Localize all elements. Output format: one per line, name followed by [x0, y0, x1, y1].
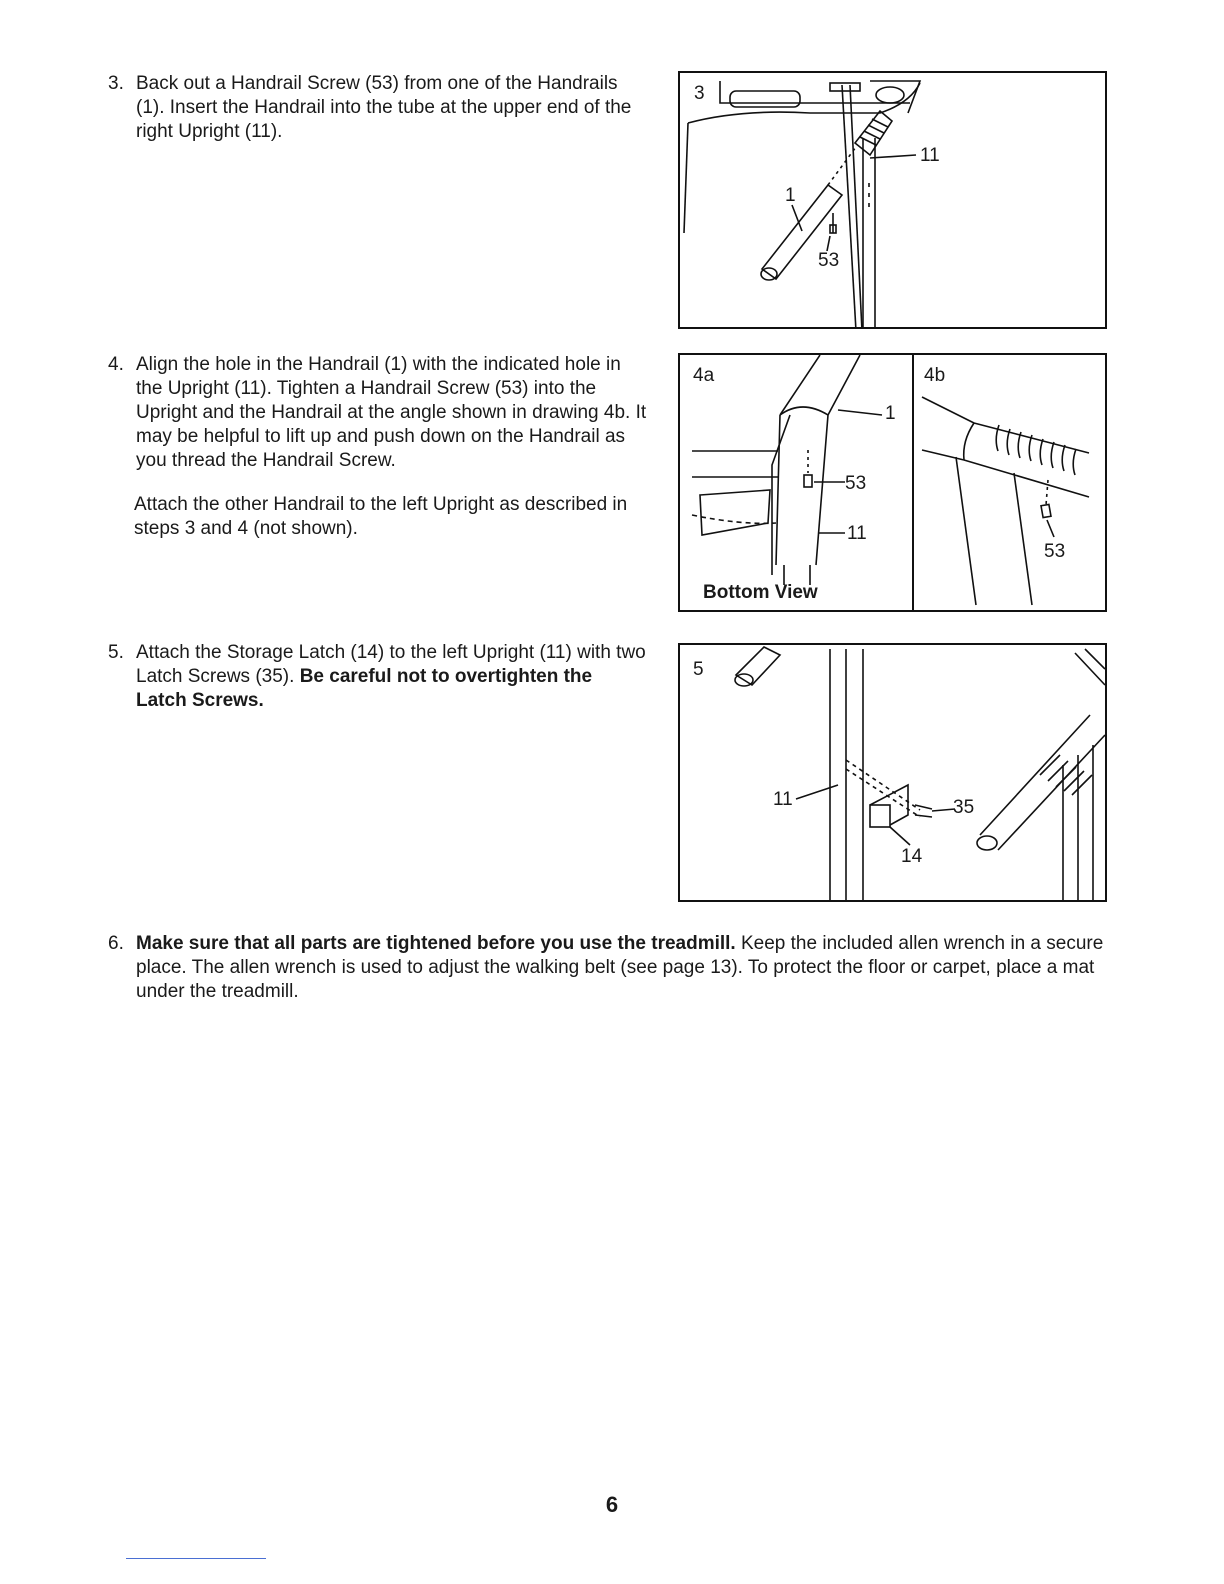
step-text: Back out a Handrail Screw (53) from one of the Handrails (1). Insert the Handrail into the tube at the upper end of the right Upright (11). — [136, 73, 632, 142]
callout-upright: 11 — [773, 789, 793, 810]
step-text: Align the hole in the Handrail (1) with the indicated hole in the Upright (11). Tighten a Handrail Screw (53) into the Upright and the Handrail at the angle shown in drawing 4b. It may be helpful to lift up and push down on the Handrail as you thread the Handrail Screw. — [136, 354, 647, 471]
callout-handrail-screw: 53 — [1044, 541, 1066, 562]
callout-storage-latch: 14 — [901, 846, 923, 867]
step-number: 4. — [108, 354, 124, 375]
figure-4b — [912, 353, 1107, 612]
step-text — [136, 641, 648, 713]
step-warning: Be careful not to overtighten the Latch Screws. — [136, 666, 593, 711]
callout-upright: 11 — [920, 145, 940, 166]
storage-latch-illustration — [680, 645, 1107, 902]
callout-handrail-screw: 53 — [845, 473, 867, 494]
step-number: 6. — [108, 933, 124, 954]
callout-handrail-screw: 53 — [818, 250, 840, 271]
figure-4a — [678, 353, 915, 612]
callout-latch-screw: 35 — [953, 797, 975, 818]
step-text-plain: Keep the included allen wrench in a secure place. The allen wrench is used to adjust the walking belt (see page 13). To protect the floor or carpet, place a mat under the treadmill. — [136, 933, 1104, 1002]
handrail-insert-illustration — [680, 73, 1107, 329]
step-number: 3. — [108, 73, 124, 94]
step-number: 5. — [108, 642, 124, 663]
figure-tag: 5 — [693, 659, 704, 680]
step-4 — [108, 353, 648, 541]
screw-angle-illustration — [914, 355, 1107, 612]
figure-5 — [678, 643, 1107, 902]
figure-3 — [678, 71, 1107, 329]
figure-tag: 4a — [693, 365, 715, 386]
figure-caption: Bottom View — [703, 582, 818, 603]
step-text-plain: Attach the Storage Latch (14) to the left Upright (11) with two Latch Screws (35). — [136, 642, 646, 687]
bottom-view-illustration — [680, 355, 915, 612]
step-3 — [108, 72, 648, 144]
page-number: 6 — [605, 1492, 619, 1517]
callout-upright: 11 — [847, 523, 867, 544]
callout-handrail: 1 — [785, 185, 796, 206]
figure-tag: 4b — [924, 365, 946, 386]
figure-tag: 3 — [694, 83, 705, 104]
callout-handrail: 1 — [885, 403, 896, 424]
step-text — [136, 932, 1108, 1004]
step-5 — [108, 641, 648, 713]
step-note: Attach the other Handrail to the left Upright as described in steps 3 and 4 (not shown). — [134, 494, 628, 539]
footer-rule — [126, 1558, 266, 1559]
step-emphasis: Make sure that all parts are tightened before you use the treadmill. — [136, 933, 736, 954]
step-6 — [108, 932, 1108, 1004]
